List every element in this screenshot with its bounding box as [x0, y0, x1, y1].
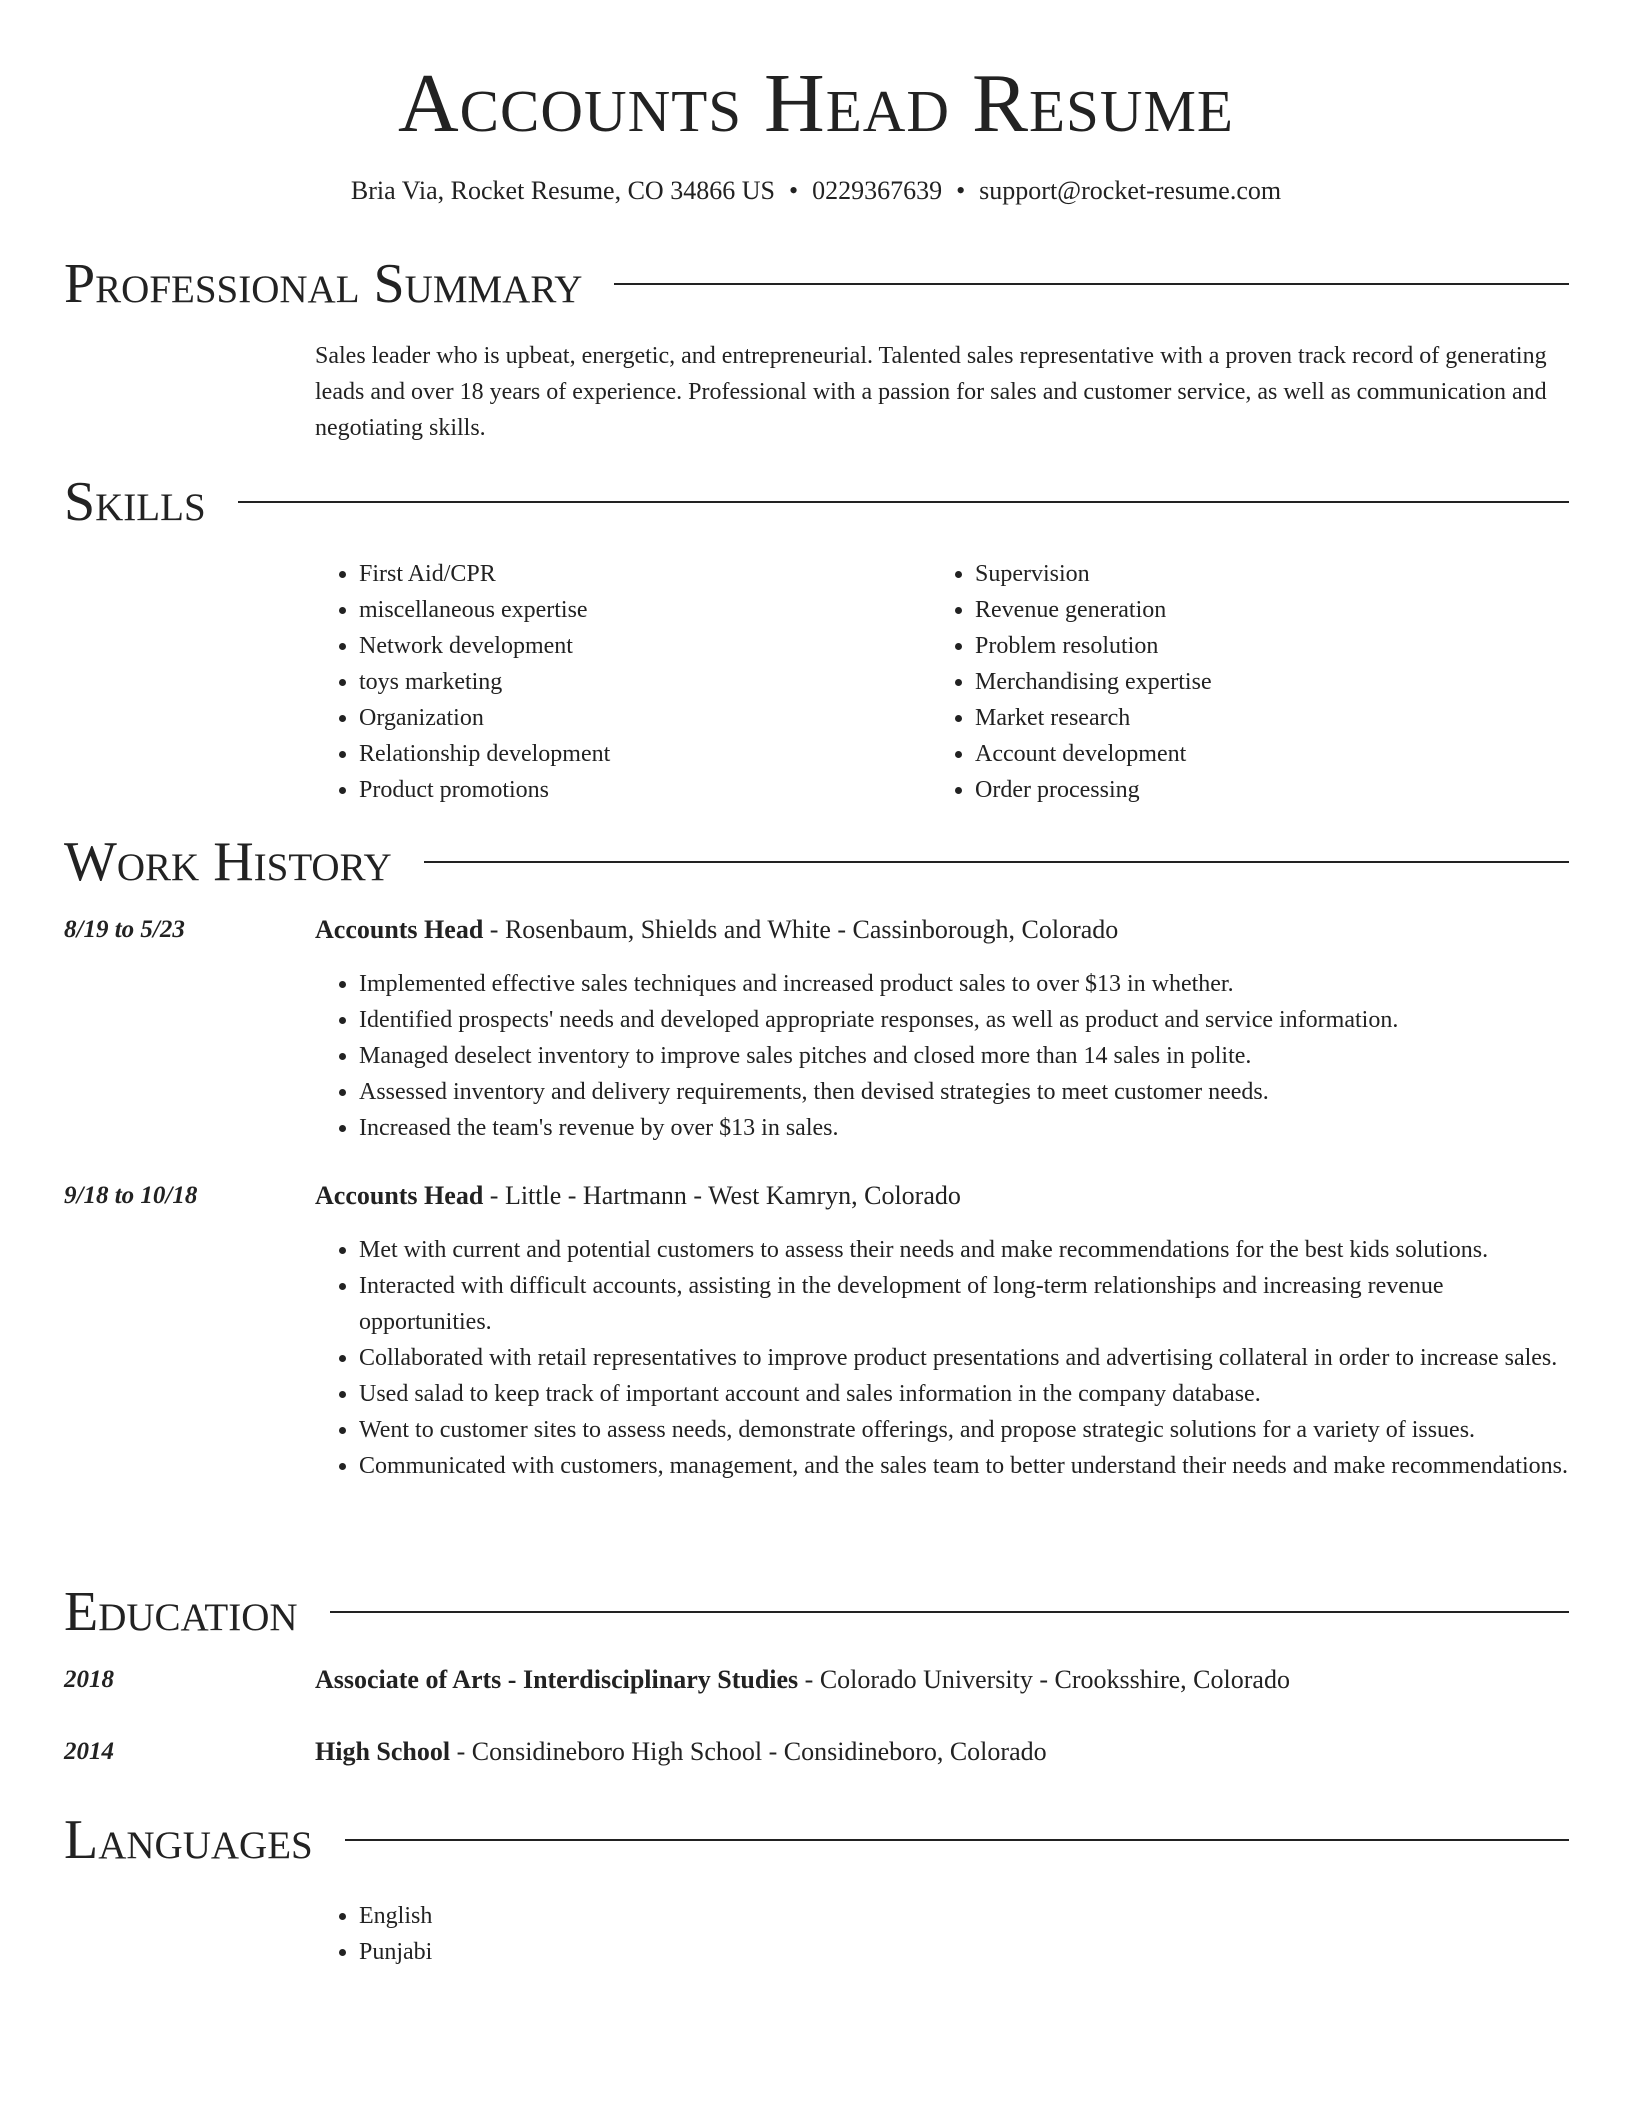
contact-email: support@rocket-resume.com	[979, 176, 1282, 205]
section-title-summary: Professional Summary	[64, 253, 583, 315]
contact-line	[0, 174, 1632, 208]
duty-item: • Managed deselect inventory to improve sales pitches and closed more than 14 sales in polite.	[359, 1038, 1569, 1074]
section-header-work	[64, 830, 1569, 894]
contact-address: Bria Via, Rocket Resume, CO 34866 US	[350, 176, 775, 205]
duty-item: • Met with current and potential customers to assess their needs and make recommendations for the best kids solutions.	[359, 1232, 1569, 1268]
section-divider	[345, 1839, 1569, 1841]
section-title-languages: Languages	[64, 1809, 313, 1871]
skill-item: • First Aid/CPR	[359, 556, 915, 592]
section-divider	[238, 501, 1569, 503]
section-divider	[330, 1611, 1569, 1613]
job-dates: 9/18 to 10/18	[64, 1182, 198, 1209]
education-heading	[315, 1662, 1569, 1698]
job-heading	[315, 912, 1569, 948]
skill-item: • Organization	[359, 700, 915, 736]
education-year: 2014	[64, 1738, 114, 1765]
education-year: 2018	[64, 1666, 114, 1693]
contact-phone: 0229367639	[812, 176, 943, 205]
duty-item: • Went to customer sites to assess needs, demonstrate offerings, and propose strategic solutions for a variety of issues.	[359, 1412, 1569, 1448]
job-employer: - Rosenbaum, Shields and White - Cassinborough, Colorado	[483, 915, 1119, 944]
duty-item: • Interacted with difficult accounts, assisting in the development of long-term relationships and increasing revenue opportunities.	[359, 1268, 1569, 1340]
skill-item: • Order processing	[975, 772, 1561, 808]
skill-item: • Network development	[359, 628, 915, 664]
duty-item: • Increased the team's revenue by over $13 in sales.	[359, 1110, 1569, 1146]
education-degree: High School	[315, 1737, 451, 1766]
duty-item: • Assessed inventory and delivery requirements, then devised strategies to meet customer needs.	[359, 1074, 1569, 1110]
section-divider	[614, 283, 1569, 285]
duty-item: • Identified prospects' needs and developed appropriate responses, as well as product and service information.	[359, 1002, 1569, 1038]
section-header-skills	[64, 470, 1569, 534]
skills-column-right	[931, 556, 1561, 808]
language-item: • Punjabi	[359, 1934, 915, 1970]
summary-text: Sales leader who is upbeat, energetic, and entrepreneurial. Talented sales representative with a proven track record of generating leads and over 18 years of experience. Professional with a passion for sales and customer service, as well as communication and negotiating skills.	[315, 343, 1547, 441]
contact-separator: •	[956, 176, 966, 205]
languages-list	[315, 1898, 915, 1970]
skill-item: • Product promotions	[359, 772, 915, 808]
skill-item: • Supervision	[975, 556, 1561, 592]
education-heading	[315, 1734, 1569, 1770]
section-title-work: Work History	[64, 831, 392, 893]
section-divider	[424, 861, 1569, 863]
job-title: Accounts Head	[315, 1181, 484, 1210]
skill-item: • Problem resolution	[975, 628, 1561, 664]
job-duties	[315, 966, 1569, 1146]
education-degree: Associate of Arts - Interdisciplinary Studies	[315, 1665, 799, 1694]
skill-item: • Revenue generation	[975, 592, 1561, 628]
section-title-education: Education	[64, 1581, 298, 1643]
education-school: - Considineboro High School - Considineboro, Colorado	[450, 1737, 1047, 1766]
job-employer: - Little - Hartmann - West Kamryn, Colorado	[483, 1181, 961, 1210]
section-header-summary	[64, 252, 1569, 316]
duty-item: • Implemented effective sales techniques and increased product sales to over $13 in whether.	[359, 966, 1569, 1002]
duty-item: • Communicated with customers, management, and the sales team to better understand their needs and make recommendations.	[359, 1448, 1569, 1484]
skill-item: • Market research	[975, 700, 1561, 736]
skill-item: • Relationship development	[359, 736, 915, 772]
skill-item: • miscellaneous expertise	[359, 592, 915, 628]
section-header-languages	[64, 1808, 1569, 1872]
resume-title: Accounts Head Resume	[398, 57, 1234, 150]
job-title: Accounts Head	[315, 915, 484, 944]
language-item: • English	[359, 1898, 915, 1934]
skill-item: • Merchandising expertise	[975, 664, 1561, 700]
duty-item: • Collaborated with retail representatives to improve product presentations and advertising collateral in order to increase sales.	[359, 1340, 1569, 1376]
job-dates: 8/19 to 5/23	[64, 916, 185, 943]
skills-column-left	[315, 556, 915, 808]
job-heading	[315, 1178, 1569, 1214]
section-header-education	[64, 1580, 1569, 1644]
section-title-skills: Skills	[64, 471, 206, 533]
job-duties	[315, 1232, 1569, 1484]
skill-item: • Account development	[975, 736, 1561, 772]
skill-item: • toys marketing	[359, 664, 915, 700]
duty-item: • Used salad to keep track of important account and sales information in the company database.	[359, 1376, 1569, 1412]
education-school: - Colorado University - Crooksshire, Colorado	[798, 1665, 1290, 1694]
contact-separator: •	[788, 176, 799, 205]
